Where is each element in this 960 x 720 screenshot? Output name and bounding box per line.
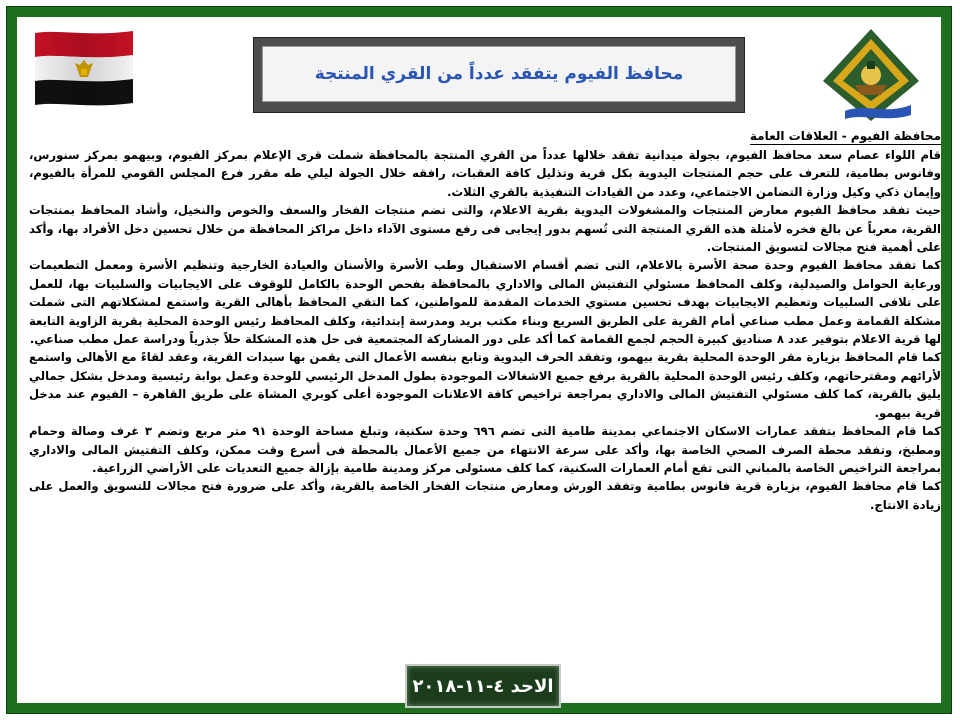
article-paragraph: حيث تفقد محافظ الفيوم معارض المنتجات والمشغولات اليدوية بقرية الاعلام، والتى تضم منتجات الفخار والسعف والخوص والنخيل، وأشاد المحافظ بمنتجات القرية، معرباً عن بالغ فخره لأمثلة هذه القري المنتجة التى تُسهم بدور إيجابى فى رفع مستوى الآداء داخل مراكز المحافظة من خلال تحسين دخل الأفراد بها، وأكد على أهمية فتح مجالات لتسويق المنتجات. xyxy=(29,203,941,255)
article-body xyxy=(29,127,941,647)
article-paragraph: كما قام المحافظ بزيارة مقر الوحدة المحلية بقرية بيهمو، وتفقد الحرف اليدوية وتابع بنفسه الأعمال التى يقمن بها سيدات القرية، وعقد لقاءً مع الأهالى واستمع لأرائهم ومقترحاتهم، وكلف رئيس الوحدة المحلية بالقرية برفع جميع الاشغالات الموجودة بطول المدخل الرئيسي للوحدة وعمل بوابة رئيسية ومدخل بشكل جمالي يليق بالقرية، كما كلف مسئولي التفتيش المالى والاداري بمراجعة تراخيص كافة الاعلانات الموجودة أعلى كوبري المشاة على طريق القاهرة – الفيوم عند مدخل قرية بيهمو. xyxy=(29,350,941,420)
title-box xyxy=(253,37,745,113)
egypt-flag-icon xyxy=(29,27,139,109)
article-paragraph: كما تفقد محافظ الفيوم وحدة صحة الأسرة بالاعلام، التى تضم أقسام الاستقبال وطب الأسرة والأسنان والعيادة الخارجية وتنظيم الأسرة ومعمل التطعيمات ورعاية الحوامل والصيدلية، وكلف المحافظ مسئولي التفتيش المالى والاداري بالمحافظة بفحص الوحدة بالكامل للوقوف على الايجابيات والسلبيات بها، للعمل على تلافى السلبيات وتعظيم الايجابيات بهدف تحسين مستوي الخدمات المقدمة للمواطنين، كما التقي المحافظ بأهالى القرية واستمع لمشكلاتهم التى شملت مشكلة القمامة وعمل مطب صناعي أمام القرية على الطريق السريع وبناء مكتب بريد ومدرسة إبتدائية، وكلف المحافظ رئيس الوحدة المحلية بقرية الزاوية التابعة لها قرية الاعلام بتوفير عدد ٨ صناديق كبيرة الحجم لجمع القمامة كما أكد على دور المشاركة المجتمعية فى حل هذه المشكلة حلاً جذرياً ودراسة عمل مطب صناعي. xyxy=(29,258,941,347)
page-title: محافظ الفيوم يتفقد عدداً من القري المنتجة xyxy=(314,64,684,84)
article-paragraph: قام اللواء عصام سعد محافظ الفيوم، بجولة ميدانية تفقد خلالها عدداً من القري المنتجة بالمحافظة شملت قرى الإعلام بمركز الفيوم، وبيهمو بمركز سنورس، وفانوس بطامية، للتعرف على حجم المنتجات اليدوية بكل قرية وتذليل كافة العقبات، رافقه خلال الجولة ليلي طه مقرر فرع المجلس القومي للمرأة بالفيوم، وإيمان ذكي وكيل وزارة التضامن الاجتماعي، وعدد من القيادات التنفيذية بالقري الثلاث. xyxy=(29,148,941,199)
article-paragraph: كما قام المحافظ بتفقد عمارات الاسكان الاجتماعي بمدينة طامية التى تضم ٦٩٦ وحدة سكنية، وتبلغ مساحة الوحدة ٩١ متر مربع وتضم ٣ غرف وصالة وحمام ومطبخ، وتفقد محطة الصرف الصحي الخاصة بها، وأكد على سرعة الانتهاء من جميع الأعمال بالمحطة فى أسرع وقت ممكن، وكلف التفتيش المالى والاداري بمراجعة التراخيص الخاصة بالمباني التى تقع أمام العمارات السكنية، كما كلف مسئولى مركز ومدينة طامية بإزالة جميع التعديات على الأراضي الزراعية. xyxy=(29,424,941,475)
fayoum-governorate-logo xyxy=(815,25,927,125)
article-source: محافظة الفيوم - العلاقات العامة xyxy=(749,129,941,143)
page-frame xyxy=(6,6,952,714)
page-content xyxy=(17,17,941,703)
publish-date: الاحد ٤-١١-٢٠١٨ xyxy=(412,675,554,697)
date-badge xyxy=(405,664,561,708)
article-paragraph: كما قام محافظ الفيوم، بزيارة قرية فانوس بطامية وتفقد الورش ومعارض منتجات الفخار الخاصة بالقرية، وأكد على ضرورة فتح مجالات للتسويق والعمل على زيادة الانتاج. xyxy=(29,479,941,512)
title-panel xyxy=(262,46,736,102)
